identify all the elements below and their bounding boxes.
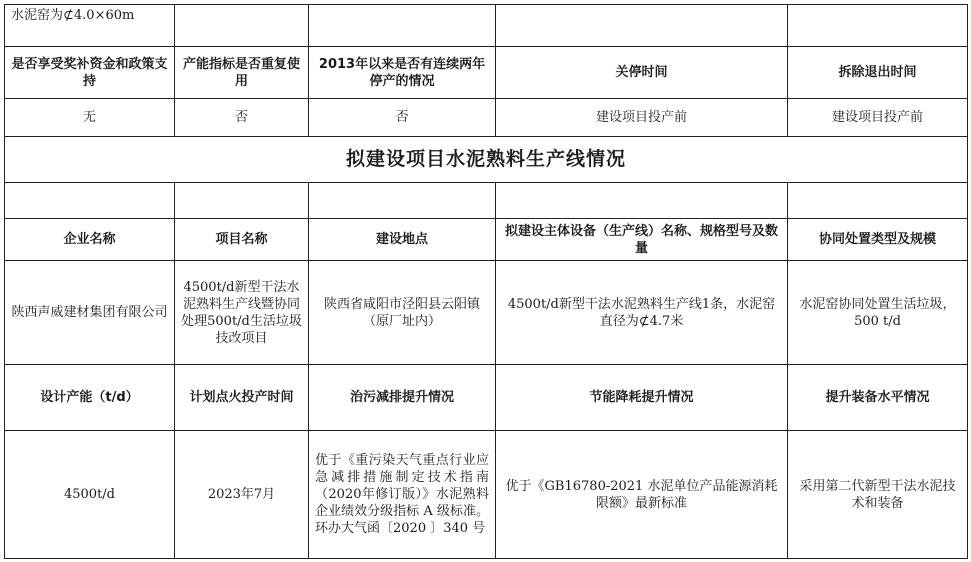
capacity-value-row (5, 431, 968, 559)
closure-header-row (5, 47, 968, 99)
header-co-processing: 协同处置类型及规模 (788, 219, 968, 261)
empty-cell (788, 183, 968, 219)
value-design-capacity: 4500t/d (5, 431, 175, 559)
capacity-header-row (5, 365, 968, 431)
empty-cell (788, 5, 968, 47)
spacer-row (5, 183, 968, 219)
empty-cell (309, 5, 496, 47)
header-location: 建设地点 (309, 219, 496, 261)
header-production-halt: 2013年以来是否有连续两年停产的情况 (309, 47, 496, 99)
header-subsidy: 是否享受奖补资金和政策支持 (5, 47, 175, 99)
closure-value-row (5, 99, 968, 137)
project-header-row (5, 219, 968, 261)
empty-cell (175, 183, 309, 219)
kiln-size-cell: 水泥窑为⊄4.0×60m (5, 5, 175, 47)
empty-cell (496, 183, 788, 219)
value-location: 陕西省咸阳市泾阳县云阳镇（原厂址内） (309, 261, 496, 365)
value-subsidy: 无 (5, 99, 175, 137)
cement-line-info-table (4, 4, 968, 559)
empty-cell (496, 5, 788, 47)
section-title-row (5, 137, 968, 183)
value-pollution-reduction: 优于《重污染天气重点行业应急减排措施制定技术指南（2020年修订版）》水泥熟料企业绩效分级指标 A 级标准。环办大气函〔2020 〕340 号 (309, 431, 496, 559)
value-equipment-upgrade: 采用第二代新型干法水泥技术和装备 (788, 431, 968, 559)
empty-cell (175, 5, 309, 47)
value-co-processing: 水泥窑协同处置生活垃圾，500 t/d (788, 261, 968, 365)
empty-cell (309, 183, 496, 219)
value-production-halt: 否 (309, 99, 496, 137)
header-company: 企业名称 (5, 219, 175, 261)
top-row (5, 5, 968, 47)
value-shutdown-time: 建设项目投产前 (496, 99, 788, 137)
header-shutdown-time: 关停时间 (496, 47, 788, 99)
value-demolition-time: 建设项目投产前 (788, 99, 968, 137)
header-project-name: 项目名称 (175, 219, 309, 261)
value-capacity-reuse: 否 (175, 99, 309, 137)
header-main-equipment: 拟建设主体设备（生产线）名称、规格型号及数量 (496, 219, 788, 261)
empty-cell (5, 183, 175, 219)
value-energy-saving: 优于《GB16780-2021 水泥单位产品能源消耗限额》最新标准 (496, 431, 788, 559)
header-capacity-reuse: 产能指标是否重复使用 (175, 47, 309, 99)
header-ignition-time: 计划点火投产时间 (175, 365, 309, 431)
header-equipment-upgrade: 提升装备水平情况 (788, 365, 968, 431)
value-ignition-time: 2023年7月 (175, 431, 309, 559)
value-main-equipment: 4500t/d新型干法水泥熟料生产线1条，水泥窑直径为⊄4.7米 (496, 261, 788, 365)
header-pollution-reduction: 治污减排提升情况 (309, 365, 496, 431)
header-design-capacity: 设计产能（t/d） (5, 365, 175, 431)
section-title: 拟建设项目水泥熟料生产线情况 (5, 137, 968, 183)
project-value-row (5, 261, 968, 365)
value-project-name: 4500t/d新型干法水泥熟料生产线暨协同处理500t/d生活垃圾技改项目 (175, 261, 309, 365)
value-company: 陕西声威建材集团有限公司 (5, 261, 175, 365)
header-energy-saving: 节能降耗提升情况 (496, 365, 788, 431)
header-demolition-time: 拆除退出时间 (788, 47, 968, 99)
